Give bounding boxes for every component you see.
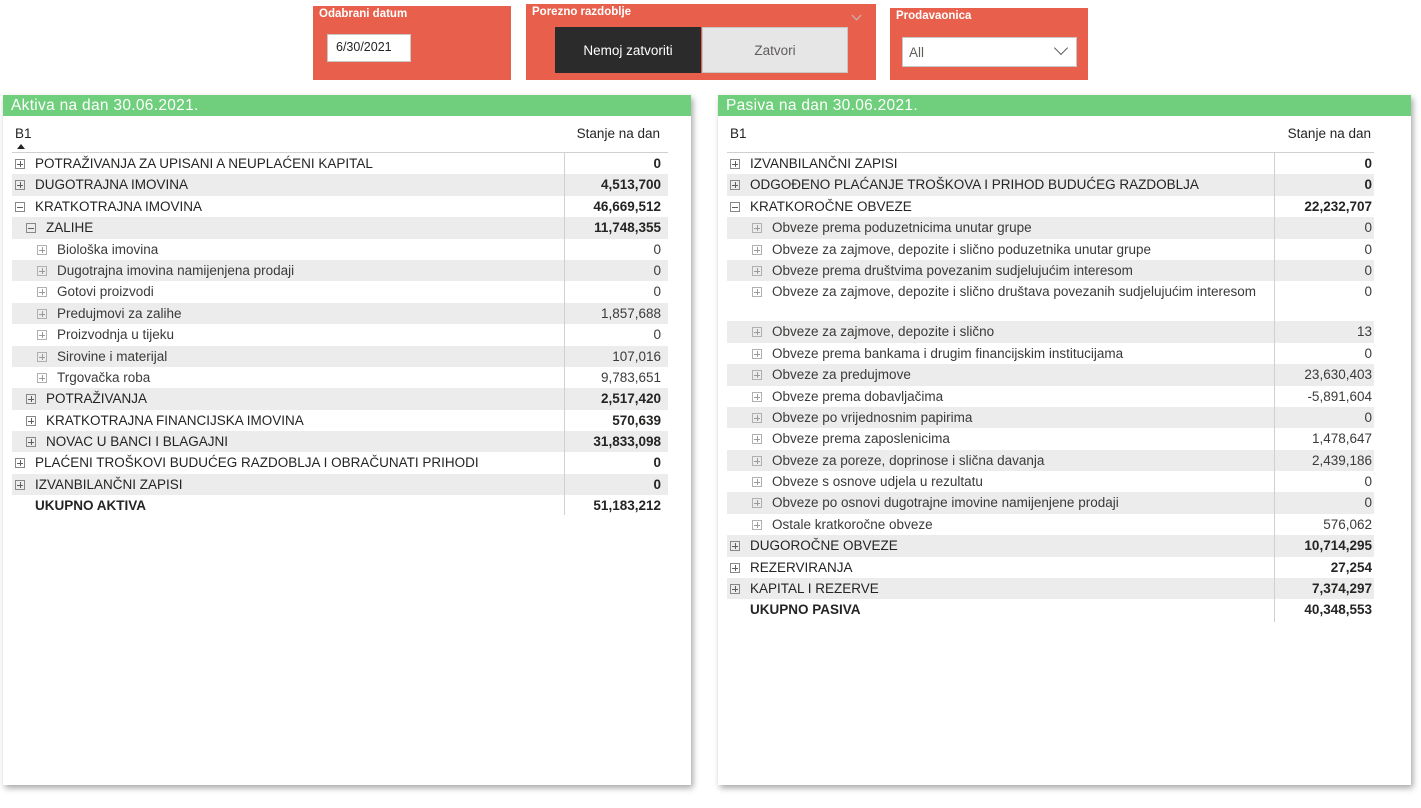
expand-icon[interactable] <box>752 456 762 466</box>
row-label <box>37 239 557 260</box>
expand-icon[interactable] <box>752 370 762 380</box>
row-value: 576,062 <box>1323 516 1372 532</box>
column-header-b1[interactable]: B1 <box>15 126 32 141</box>
expand-icon[interactable] <box>26 394 36 404</box>
row-value: 0 <box>1364 177 1372 193</box>
row-label <box>752 492 1267 513</box>
tax-period-slicer <box>526 4 876 80</box>
row-label-text: DUGOROČNE OBVEZE <box>750 538 898 554</box>
row-label-text: Dugotrajna imovina namijenjena prodaji <box>57 262 295 278</box>
row-label <box>37 367 557 388</box>
row-label <box>752 450 1267 471</box>
table-row[interactable] <box>727 599 1374 620</box>
column-divider <box>1274 153 1275 622</box>
row-label-text: Proizvodnja u tijeku <box>57 327 175 343</box>
row-label-text: IZVANBILANČNI ZAPISI <box>750 156 898 171</box>
row-value: 0 <box>1364 284 1372 300</box>
expand-icon[interactable] <box>37 309 47 319</box>
table-row[interactable] <box>12 474 668 495</box>
row-value: -5,891,604 <box>1307 388 1372 404</box>
collapse-icon[interactable] <box>730 202 740 212</box>
row-label <box>15 452 557 473</box>
row-label <box>26 217 557 238</box>
row-label <box>26 388 557 409</box>
row-value: 0 <box>653 241 661 257</box>
row-label-text: Obveze po vrijednosnim papirima <box>772 409 973 425</box>
table-row[interactable] <box>727 386 1374 407</box>
row-label-text: PLAĆENI TROŠKOVI BUDUĆEG RAZDOBLJA I OBRAČUNATI PRIHODI <box>35 455 479 471</box>
expand-icon[interactable] <box>37 266 47 276</box>
table-row[interactable] <box>727 364 1374 385</box>
table-row[interactable] <box>727 217 1374 238</box>
row-label-text: POTRAŽIVANJA ZA UPISANI A NEUPLAĆENI KAPITAL <box>35 156 373 171</box>
column-header-b1[interactable]: B1 <box>730 126 747 141</box>
row-label <box>15 174 557 195</box>
row-label-text: KRATKOROČNE OBVEZE <box>750 198 912 214</box>
row-label-text: POTRAŽIVANJA <box>46 391 148 407</box>
row-label <box>752 364 1267 385</box>
expand-icon[interactable] <box>37 245 47 255</box>
row-label-text: Obveze za zajmove, depozite i slično poduzetnika unutar grupe <box>772 241 1151 257</box>
store-slicer <box>890 8 1088 80</box>
table-row[interactable] <box>727 174 1374 195</box>
row-value: 27,254 <box>1330 559 1372 575</box>
row-label <box>37 281 557 302</box>
table-row[interactable] <box>727 450 1374 471</box>
row-value: 40,348,553 <box>1304 602 1372 618</box>
row-label-text: Obveze za poreze, doprinose i slična davanja <box>772 452 1045 468</box>
pasiva-rows <box>727 153 1374 621</box>
row-label-text: ZALIHE <box>46 220 94 236</box>
expand-icon[interactable] <box>26 437 36 447</box>
row-value: 570,639 <box>612 412 661 428</box>
table-row[interactable] <box>12 410 668 431</box>
table-row[interactable] <box>12 196 668 217</box>
expand-icon[interactable] <box>730 180 740 190</box>
date-slicer <box>313 6 511 80</box>
expand-icon[interactable] <box>730 541 740 551</box>
row-label <box>730 557 1267 578</box>
collapse-icon[interactable] <box>26 223 36 233</box>
table-row[interactable] <box>727 578 1374 599</box>
row-label-text: Obveze s osnove udjela u rezultatu <box>772 474 983 490</box>
row-value: 31,833,098 <box>593 434 661 450</box>
expand-icon[interactable] <box>752 327 762 337</box>
table-row[interactable] <box>12 281 668 302</box>
row-value: 0 <box>653 284 661 300</box>
row-value: 9,783,651 <box>600 369 661 385</box>
collapse-icon[interactable] <box>15 202 25 212</box>
table-row[interactable] <box>12 452 668 473</box>
row-value: 13 <box>1356 324 1372 340</box>
table-row[interactable] <box>727 239 1374 260</box>
table-row[interactable] <box>12 153 668 174</box>
row-value: 10,714,295 <box>1304 538 1372 554</box>
expand-icon[interactable] <box>752 245 762 255</box>
expand-icon[interactable] <box>37 373 47 383</box>
row-label-text: Gotovi proizvodi <box>57 284 154 300</box>
row-label <box>730 153 1267 174</box>
row-label <box>752 239 1267 260</box>
row-label <box>752 386 1267 407</box>
row-value: 23,630,403 <box>1304 367 1372 383</box>
expand-icon[interactable] <box>730 159 740 169</box>
row-label <box>15 474 557 495</box>
aktiva-header-row <box>12 123 668 153</box>
row-label-text: NOVAC U BANCI I BLAGAJNI <box>46 434 229 450</box>
row-label-text: Obveze prema poduzetnicima unutar grupe <box>772 220 1032 236</box>
sort-ascending-icon <box>17 144 25 149</box>
row-label-text: Obveze po osnovi dugotrajne imovine namijenjene prodaji <box>772 495 1119 511</box>
row-value: 0 <box>1364 409 1372 425</box>
row-label-text: IZVANBILANČNI ZAPISI <box>35 476 183 492</box>
table-row[interactable] <box>727 492 1374 513</box>
row-value: 0 <box>1364 474 1372 490</box>
pasiva-title: Pasiva na dan 30.06.2021. <box>718 95 1411 116</box>
row-value: 0 <box>1364 220 1372 236</box>
store-dropdown-value: All <box>909 45 925 60</box>
row-label-text: UKUPNO AKTIVA <box>35 498 146 514</box>
expand-icon[interactable] <box>752 434 762 444</box>
row-label-text: Predujmovi za zalihe <box>57 305 182 321</box>
expand-icon[interactable] <box>15 159 25 169</box>
table-row[interactable] <box>12 495 668 516</box>
expand-icon[interactable] <box>752 392 762 402</box>
row-label-text: Obveze za zajmove, depozite i slično društava povezanih sudjelujućim interesom <box>772 284 1256 300</box>
row-label-text: Obveze prema bankama i drugim financijskim institucijama <box>772 345 1124 361</box>
row-label <box>752 514 1267 535</box>
expand-icon[interactable] <box>752 413 762 423</box>
aktiva-title: Aktiva na dan 30.06.2021. <box>3 95 691 116</box>
chevron-down-icon[interactable] <box>852 11 862 21</box>
row-label-text: Obveze prema zaposlenicima <box>772 431 950 447</box>
row-value: 0 <box>653 156 661 171</box>
pasiva-panel <box>718 95 1411 785</box>
row-label <box>752 471 1267 492</box>
expand-icon[interactable] <box>37 287 47 297</box>
row-value: 7,374,297 <box>1311 581 1372 597</box>
row-value: 0 <box>1364 345 1372 361</box>
expand-icon[interactable] <box>15 480 25 490</box>
row-value: 0 <box>1364 241 1372 257</box>
row-label-text: KAPITAL I REZERVE <box>750 581 879 597</box>
row-value: 0 <box>1364 495 1372 511</box>
table-row[interactable] <box>727 153 1374 174</box>
expand-icon[interactable] <box>730 563 740 573</box>
row-label-text: Obveze za zajmove, depozite i slično <box>772 324 995 340</box>
table-row[interactable] <box>727 407 1374 428</box>
row-label-text: Ostale kratkoročne obveze <box>772 516 933 532</box>
row-label <box>752 281 1267 301</box>
table-row[interactable] <box>727 514 1374 535</box>
row-label <box>15 153 557 174</box>
row-label <box>730 578 1267 599</box>
row-label-text: Obveze za predujmove <box>772 367 911 383</box>
column-header-stanje[interactable]: Stanje na dan <box>576 126 660 141</box>
tax-period-slicer-title: Porezno razdoblje <box>532 6 632 18</box>
table-row[interactable] <box>727 321 1374 342</box>
table-row[interactable] <box>727 535 1374 556</box>
table-row[interactable] <box>12 260 668 281</box>
pasiva-matrix <box>727 123 1374 621</box>
table-row[interactable] <box>12 324 668 345</box>
row-label-text: KRATKOTRAJNA FINANCIJSKA IMOVINA <box>46 412 304 428</box>
row-value: 1,857,688 <box>600 305 661 321</box>
row-label <box>37 346 557 367</box>
row-value: 1,478,647 <box>1311 431 1372 447</box>
row-value: 46,669,512 <box>593 198 661 214</box>
row-label <box>730 174 1267 195</box>
store-dropdown[interactable] <box>902 37 1077 67</box>
expand-icon[interactable] <box>752 477 762 487</box>
expand-icon[interactable] <box>752 223 762 233</box>
row-label <box>15 495 557 516</box>
aktiva-rows <box>12 153 668 517</box>
row-label-text: Trgovačka roba <box>57 369 151 385</box>
row-label-text: REZERVIRANJA <box>750 559 853 575</box>
row-label <box>26 431 557 452</box>
row-label <box>752 260 1267 281</box>
expand-icon[interactable] <box>26 416 36 426</box>
date-input[interactable]: 6/30/2021 <box>327 34 411 62</box>
row-value: 0 <box>653 327 661 343</box>
row-label <box>730 599 1267 620</box>
table-row[interactable] <box>727 260 1374 281</box>
row-label-text: Obveze prema dobavljačima <box>772 388 944 404</box>
row-value: 4,513,700 <box>600 177 661 193</box>
row-value: 107,016 <box>612 348 661 364</box>
date-slicer-title: Odabrani datum <box>319 8 408 20</box>
row-label <box>752 428 1267 449</box>
tile-nemoj-zatvoriti[interactable]: Nemoj zatvoriti <box>555 27 701 73</box>
column-divider <box>564 153 565 515</box>
table-row[interactable] <box>12 174 668 195</box>
row-value: 2,439,186 <box>1311 452 1372 468</box>
table-row[interactable] <box>727 428 1374 449</box>
row-value: 0 <box>1364 156 1372 171</box>
row-label <box>37 260 557 281</box>
table-row[interactable] <box>12 303 668 324</box>
row-label <box>26 410 557 431</box>
expand-icon[interactable] <box>15 458 25 468</box>
row-label <box>752 343 1267 364</box>
row-label <box>37 324 557 345</box>
row-value: 0 <box>653 476 661 492</box>
row-label-text: KRATKOTRAJNA IMOVINA <box>35 198 203 214</box>
row-label-text: ODGOĐENO PLAĆANJE TROŠKOVA I PRIHOD BUDUĆEG RAZDOBLJA <box>750 177 1199 193</box>
row-value: 0 <box>653 262 661 278</box>
chevron-down-icon <box>1054 41 1068 55</box>
row-label-text: Sirovine i materijal <box>57 348 168 364</box>
expand-icon[interactable] <box>37 352 47 362</box>
store-slicer-title: Prodavaonica <box>896 10 972 22</box>
table-row[interactable] <box>12 239 668 260</box>
expand-icon[interactable] <box>37 330 47 340</box>
row-value: 0 <box>1364 262 1372 278</box>
row-label-text: Biološka imovina <box>57 241 159 257</box>
tile-zatvori[interactable]: Zatvori <box>702 27 848 73</box>
row-value: 0 <box>653 455 661 471</box>
table-row[interactable] <box>12 388 668 409</box>
row-label-text: UKUPNO PASIVA <box>750 602 861 618</box>
row-value: 51,183,212 <box>593 498 661 514</box>
row-value: 11,748,355 <box>594 220 661 236</box>
expand-icon[interactable] <box>752 266 762 276</box>
row-label <box>37 303 557 324</box>
column-header-stanje[interactable]: Stanje na dan <box>1287 126 1371 141</box>
table-row[interactable] <box>727 557 1374 578</box>
row-value: 2,517,420 <box>600 391 661 407</box>
expand-icon[interactable] <box>730 584 740 594</box>
aktiva-panel <box>3 95 691 785</box>
row-label <box>730 196 1267 217</box>
table-row[interactable] <box>727 281 1374 321</box>
row-label <box>752 321 1267 342</box>
table-row[interactable] <box>727 471 1374 492</box>
table-row[interactable] <box>12 346 668 367</box>
table-row[interactable] <box>12 431 668 452</box>
table-row[interactable] <box>12 217 668 238</box>
row-label <box>752 407 1267 428</box>
table-row[interactable] <box>12 367 668 388</box>
row-label-text: DUGOTRAJNA IMOVINA <box>35 177 189 193</box>
pasiva-header-row <box>727 123 1374 153</box>
expand-icon[interactable] <box>752 520 762 530</box>
row-label <box>15 196 557 217</box>
expand-icon[interactable] <box>752 287 762 297</box>
row-value: 22,232,707 <box>1304 198 1372 214</box>
table-row[interactable] <box>727 343 1374 364</box>
expand-icon[interactable] <box>752 498 762 508</box>
row-label-text: Obveze prema društvima povezanim sudjelujućim interesom <box>772 262 1133 278</box>
table-row[interactable] <box>727 196 1374 217</box>
row-label <box>730 535 1267 556</box>
aktiva-matrix <box>12 123 668 517</box>
expand-icon[interactable] <box>752 349 762 359</box>
expand-icon[interactable] <box>15 180 25 190</box>
row-label <box>752 217 1267 238</box>
